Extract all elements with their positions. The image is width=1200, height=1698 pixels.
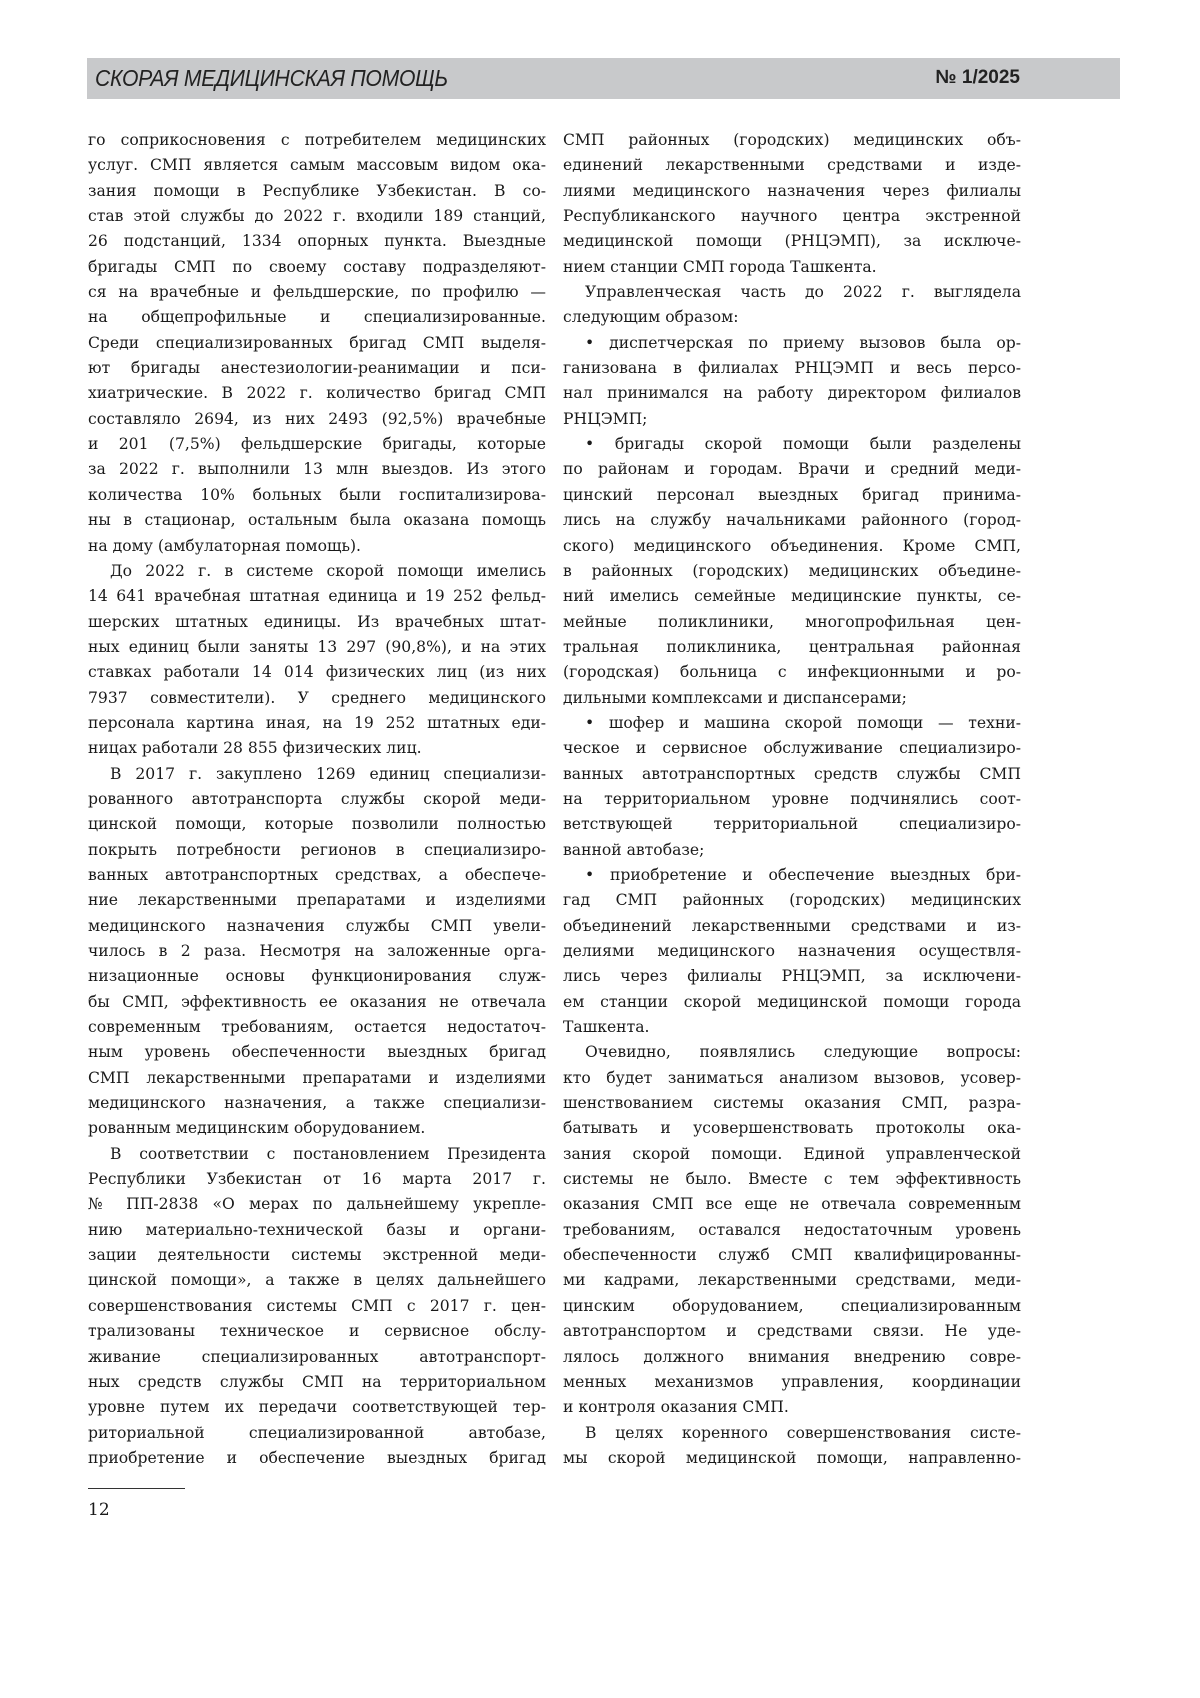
text-line: цинский персонал выездных бригад принима- — [563, 483, 1021, 508]
text-line: Среди специализированных бригад СМП выделя- — [88, 331, 546, 356]
text-line: покрыть потребности регионов в специализиро- — [88, 838, 546, 863]
text-line: риториальной специализированной автобазе, — [88, 1421, 546, 1446]
text-line: нал принимался на работу директором филиалов — [563, 381, 1021, 406]
text-line: ванных автотранспортных средствах, а обеспече- — [88, 863, 546, 888]
text-line: и контроля оказания СМП. — [563, 1395, 1021, 1420]
text-line: зации деятельности системы экстренной меди- — [88, 1243, 546, 1268]
text-line: лись через филиалы РНЦЭМП, за исключени- — [563, 964, 1021, 989]
text-line: оказания СМП все еще не отвечала современным — [563, 1192, 1021, 1217]
text-line: следующим образом: — [563, 305, 1021, 330]
text-line: ных единиц были заняты 13 297 (90,8%), и на этих — [88, 635, 546, 660]
text-line: хиатрические. В 2022 г. количество бригад СМП — [88, 381, 546, 406]
text-line: шенствованием системы оказания СМП, разра- — [563, 1091, 1021, 1116]
text-line: и 201 (7,5%) фельдшерские бригады, которые — [88, 432, 546, 457]
running-header — [87, 58, 1120, 99]
text-line: в районных (городских) медицинских объедине- — [563, 559, 1021, 584]
text-line: ванной автобазе; — [563, 838, 1021, 863]
text-line: СМП районных (городских) медицинских объ- — [563, 128, 1021, 153]
text-line: нию материально-технической базы и органи- — [88, 1218, 546, 1243]
text-line: на дому (амбулаторная помощь). — [88, 534, 546, 559]
text-line: (городская) больница с инфекционными и ро- — [563, 660, 1021, 685]
text-line: персонала картина иная, на 19 252 штатных еди- — [88, 711, 546, 736]
text-line: 14 641 врачебная штатная единица и 19 252 фельд- — [88, 584, 546, 609]
text-line: ческое и сервисное обслуживание специализиро- — [563, 736, 1021, 761]
text-line: № ПП-2838 «О мерах по дальнейшему укрепле- — [88, 1192, 546, 1217]
text-line: ставках работали 14 014 физических лиц (из них — [88, 660, 546, 685]
text-line: медицинского назначения службы СМП увели- — [88, 914, 546, 939]
paragraph — [563, 128, 1021, 280]
text-line: лялось должного внимания внедрению совре- — [563, 1345, 1021, 1370]
text-line: шерских штатных единицы. Из врачебных штат- — [88, 610, 546, 635]
text-line: ского) медицинского объединения. Кроме СМП, — [563, 534, 1021, 559]
text-line: нием станции СМП города Ташкента. — [563, 255, 1021, 280]
text-line: Управленческая часть до 2022 г. выглядела — [563, 280, 1021, 305]
text-line: Очевидно, появлялись следующие вопросы: — [563, 1040, 1021, 1065]
text-line: составляло 2694, из них 2493 (92,5%) врачебные — [88, 407, 546, 432]
text-line: РНЦЭМП; — [563, 407, 1021, 432]
text-line: цинским оборудованием, специализированным — [563, 1294, 1021, 1319]
text-column-right — [563, 128, 1021, 1471]
text-line: го соприкосновения с потребителем медицинских — [88, 128, 546, 153]
footer-divider — [88, 1488, 185, 1489]
text-line: зания помощи в Республике Узбекистан. В со- — [88, 179, 546, 204]
text-line: живание специализированных автотранспорт- — [88, 1345, 546, 1370]
text-line: ганизована в филиалах РНЦЭМП и весь персо- — [563, 356, 1021, 381]
text-line: по районам и городам. Врачи и средний меди- — [563, 457, 1021, 482]
text-line: уровне путем их передачи соответствующей тер- — [88, 1395, 546, 1420]
text-line: объединений лекарственными средствами и из- — [563, 914, 1021, 939]
text-line: ся на врачебные и фельдшерские, по профилю — — [88, 280, 546, 305]
paragraph — [88, 128, 546, 559]
text-line: ванных автотранспортных средств службы СМП — [563, 762, 1021, 787]
text-line: • диспетчерская по приему вызовов была ор- — [563, 331, 1021, 356]
text-line: ницах работали 28 855 физических лиц. — [88, 736, 546, 761]
text-line: ют бригады анестезиологии-реанимации и пси- — [88, 356, 546, 381]
text-line: на территориальном уровне подчинялись соот- — [563, 787, 1021, 812]
text-line: трализованы техническое и сервисное обслу- — [88, 1319, 546, 1344]
text-line: бы СМП, эффективность ее оказания не отвечала — [88, 990, 546, 1015]
text-line: В 2017 г. закуплено 1269 единиц специализи- — [88, 762, 546, 787]
text-line: системы не было. Вместе с тем эффективность — [563, 1167, 1021, 1192]
text-line: рованного автотранспорта службы скорой меди- — [88, 787, 546, 812]
text-line: ным уровень обеспеченности выездных бригад — [88, 1040, 546, 1065]
text-line: чилось в 2 раза. Несмотря на заложенные орга- — [88, 939, 546, 964]
text-line: бригады СМП по своему составу подразделяют- — [88, 255, 546, 280]
paragraph — [88, 559, 546, 762]
text-line: низационные основы функционирования служ- — [88, 964, 546, 989]
text-line: • шофер и машина скорой помощи — техни- — [563, 711, 1021, 736]
text-line: современным требованиям, остается недостаточ- — [88, 1015, 546, 1040]
text-line: До 2022 г. в системе скорой помощи имелись — [88, 559, 546, 584]
text-line: ми кадрами, лекарственными средствами, меди- — [563, 1268, 1021, 1293]
text-line: мы скорой медицинской помощи, направленно- — [563, 1446, 1021, 1471]
text-line: совершенствования системы СМП с 2017 г. цен- — [88, 1294, 546, 1319]
text-line: ных средств службы СМП на территориальном — [88, 1370, 546, 1395]
text-line: тральная поликлиника, центральная районная — [563, 635, 1021, 660]
text-line: зания скорой помощи. Единой управленческой — [563, 1142, 1021, 1167]
text-line: Ташкента. — [563, 1015, 1021, 1040]
text-line: приобретение и обеспечение выездных бригад — [88, 1446, 546, 1471]
text-line: медицинского назначения, а также специализи- — [88, 1091, 546, 1116]
text-line: единений лекарственными средствами и изде- — [563, 153, 1021, 178]
text-line: став этой службы до 2022 г. входили 189 станций, — [88, 204, 546, 229]
text-line: СМП лекарственными препаратами и изделиями — [88, 1066, 546, 1091]
text-line: требованиям, оставался недостаточным уровень — [563, 1218, 1021, 1243]
paragraph — [88, 1142, 546, 1471]
paragraph — [88, 762, 546, 1142]
text-line: гад СМП районных (городских) медицинских — [563, 888, 1021, 913]
paragraph — [563, 280, 1021, 331]
issue-number: № 1/2025 — [935, 67, 1020, 89]
paragraph — [563, 1040, 1021, 1420]
paragraph — [563, 1421, 1021, 1472]
text-line: цинской помощи», а также в целях дальнейшего — [88, 1268, 546, 1293]
text-line: лись на службу начальниками районного (город- — [563, 508, 1021, 533]
text-line: делиями медицинского назначения осуществля- — [563, 939, 1021, 964]
text-line: лиями медицинского назначения через филиалы — [563, 179, 1021, 204]
text-line: батывать и усовершенствовать протоколы ока- — [563, 1116, 1021, 1141]
text-line: В целях коренного совершенствования систе- — [563, 1421, 1021, 1446]
text-line: количества 10% больных были госпитализирова- — [88, 483, 546, 508]
text-line: за 2022 г. выполнили 13 млн выездов. Из этого — [88, 457, 546, 482]
paragraph — [563, 331, 1021, 432]
page-number: 12 — [88, 1500, 110, 1520]
text-line: мейные поликлиники, многопрофильная цен- — [563, 610, 1021, 635]
text-line: медицинской помощи (РНЦЭМП), за исключе- — [563, 229, 1021, 254]
text-line: • бригады скорой помощи были разделены — [563, 432, 1021, 457]
journal-title: СКОРАЯ МЕДИЦИНСКАЯ ПОМОЩЬ — [95, 65, 448, 92]
text-line: дильными комплексами и диспансерами; — [563, 686, 1021, 711]
text-line: Республиканского научного центра экстренной — [563, 204, 1021, 229]
text-line: кто будет заниматься анализом вызовов, усовер- — [563, 1066, 1021, 1091]
text-line: услуг. СМП является самым массовым видом ока- — [88, 153, 546, 178]
text-line: ние лекарственными препаратами и изделиями — [88, 888, 546, 913]
text-line: ем станции скорой медицинской помощи города — [563, 990, 1021, 1015]
text-line: ны в стационар, остальным была оказана помощь — [88, 508, 546, 533]
text-line: на общепрофильные и специализированные. — [88, 305, 546, 330]
text-line: ветствующей территориальной специализиро- — [563, 812, 1021, 837]
text-line: 26 подстанций, 1334 опорных пункта. Выездные — [88, 229, 546, 254]
text-line: В соответствии с постановлением Президента — [88, 1142, 546, 1167]
paragraph — [563, 863, 1021, 1040]
text-line: обеспеченности служб СМП квалифицированны- — [563, 1243, 1021, 1268]
text-line: ний имелись семейные медицинские пункты, се- — [563, 584, 1021, 609]
text-line: автотранспортом и средствами связи. Не уде- — [563, 1319, 1021, 1344]
text-line: • приобретение и обеспечение выездных бри- — [563, 863, 1021, 888]
text-line: рованным медицинским оборудованием. — [88, 1116, 546, 1141]
text-column-left — [88, 128, 546, 1471]
paragraph — [563, 711, 1021, 863]
text-line: менных механизмов управления, координации — [563, 1370, 1021, 1395]
text-line: цинской помощи, которые позволили полностью — [88, 812, 546, 837]
text-line: Республики Узбекистан от 16 марта 2017 г. — [88, 1167, 546, 1192]
paragraph — [563, 432, 1021, 711]
text-line: 7937 совместители). У среднего медицинского — [88, 686, 546, 711]
